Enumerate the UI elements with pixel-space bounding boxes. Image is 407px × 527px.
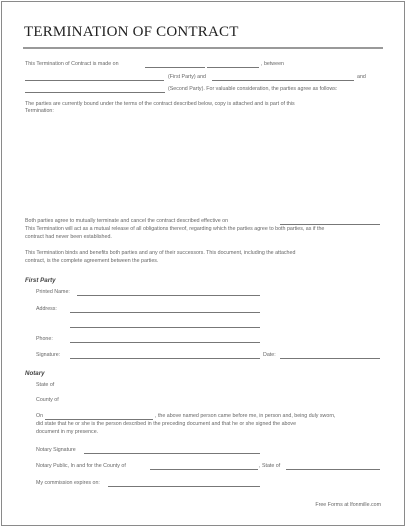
phone-label: Phone: [36,336,53,342]
intro-first-party-text: (First Party) and [168,74,206,80]
notary-state-label: , State of [259,463,281,469]
intro-second-party-text: (Second Party). For valuable consideration, the parties agree as follows: [168,86,338,92]
notary-signature-blank[interactable] [84,453,260,454]
notary-statement-line2: did state that he or she is the person described in the preceding document and that he or she signed the above [36,421,297,427]
notary-county-blank[interactable] [150,469,258,470]
notary-heading: Notary [25,370,45,377]
printed-name-blank[interactable] [77,295,260,296]
address-blank-1[interactable] [70,312,260,313]
second-party-address-blank [25,92,165,93]
address-label: Address: [36,306,57,312]
notary-state-blank[interactable] [286,469,380,470]
terms-line1: Both parties agree to mutually terminate and cancel the contract described effective on [25,218,229,224]
printed-name-label: Printed Name: [36,289,70,295]
notary-statement-line3: document in my presence. [36,429,99,435]
terms-line2: This Termination will act as a mutual release of all obligations thereof, regarding which the parties agree to both parties, as if the [25,226,325,232]
intro-para-line2: Termination: [25,108,54,114]
intro-between-text: , between [261,61,284,67]
intro-date-blank [145,67,205,68]
county-of-label: County of [36,397,59,403]
commission-blank[interactable] [108,486,260,487]
terms-line5: contract, is the complete agreement between the parties. [25,258,159,264]
effective-date-blank [280,224,380,225]
signature-blank[interactable] [70,358,260,359]
notary-on-label: On [36,413,44,419]
address-blank-2[interactable] [70,327,260,328]
signature-label: Signature: [36,352,61,358]
first-party-heading: First Party [25,277,56,284]
intro-para-line1: The parties are currently bound under the terms of the contract described below, copy is attached and is part of this [25,101,295,107]
footer-text: Free Forms at lfonmille.com [315,502,381,508]
intro-line1-text: This Termination of Contract is made on [25,61,119,67]
phone-blank[interactable] [70,342,260,343]
document-title: TERMINATION OF CONTRACT [24,24,239,40]
intro-between-blank [207,67,259,68]
notary-public-label: Notary Public, In and for the County of [36,463,126,469]
terms-line4: This Termination binds and benefits both parties and any of their successors. This document, including the attached [25,250,296,256]
notary-statement-line1: , the above named person came before me, in person and, being duly sworn, [155,413,336,419]
notary-date-blank[interactable] [45,419,153,420]
second-party-name-blank [212,80,354,81]
date-label: Date: [263,352,276,358]
commission-label: My commission expires on: [36,480,100,486]
state-of-label: State of [36,382,55,388]
date-blank[interactable] [280,358,380,359]
notary-signature-label: Notary Signature [36,447,76,453]
title-rule [23,47,383,49]
intro-and-text: and [357,74,366,80]
first-party-name-blank [25,80,164,81]
terms-line3: contract had never been established. [25,234,112,240]
